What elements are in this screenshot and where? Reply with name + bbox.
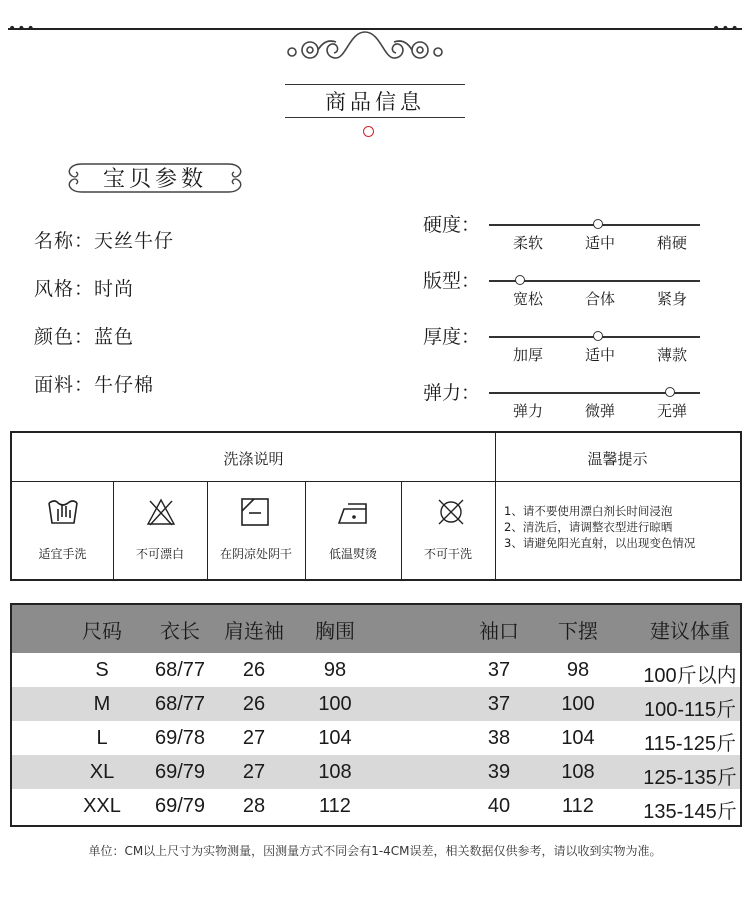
- size-cell: 37: [487, 693, 511, 715]
- size-table-row: [12, 789, 740, 823]
- scale-tick-label: 薄款: [656, 346, 687, 364]
- size-header-cell: 胸围: [315, 621, 355, 643]
- scale-label: 弹力：: [423, 382, 481, 404]
- size-cell: 100: [561, 693, 595, 715]
- size-header-cell: 下摆: [558, 621, 598, 643]
- size-cell: 98: [323, 659, 347, 681]
- size-cell: 69/78: [154, 727, 206, 749]
- size-cell: M: [93, 693, 111, 715]
- scale-label: 版型：: [423, 270, 481, 292]
- scale-indicator: [515, 275, 525, 285]
- size-header-cell: 袖口: [479, 621, 519, 643]
- size-header-cell: 肩连袖: [224, 621, 284, 643]
- low-iron-icon: [336, 499, 372, 527]
- title-circle-icon: [363, 126, 374, 137]
- care-col-divider: [207, 481, 208, 579]
- size-table-row: [12, 653, 740, 687]
- care-table: [10, 431, 742, 581]
- size-cell: 39: [487, 761, 511, 783]
- size-cell: 112: [562, 795, 594, 817]
- size-cell: 112: [319, 795, 351, 817]
- size-cell: 98: [566, 659, 590, 681]
- scale-tick-label: 微弹: [584, 402, 615, 420]
- size-cell: XL: [89, 761, 115, 783]
- scale-tick-label: 弹力: [512, 402, 543, 420]
- care-label: 适宜手洗: [38, 547, 87, 561]
- tip-item: 2、清洗后，请调整衣型进行晾晒: [504, 520, 673, 534]
- size-header-cell: 尺码: [82, 621, 122, 643]
- size-table: [10, 603, 742, 827]
- size-cell: 26: [242, 659, 266, 681]
- scale-tick-label: 加厚: [512, 346, 543, 364]
- size-table-row: [12, 721, 740, 755]
- size-cell: 69/79: [154, 761, 206, 783]
- size-cell: 28: [242, 795, 266, 817]
- size-cell: L: [96, 727, 108, 749]
- scale-tick-label: 柔软: [512, 234, 543, 252]
- size-cell: 108: [561, 761, 595, 783]
- tip-item: 1、请不要使用漂白剂长时间浸泡: [504, 504, 673, 518]
- size-cell: 100-115斤: [644, 699, 736, 721]
- size-cell: 104: [318, 727, 352, 749]
- size-cell: 38: [487, 727, 511, 749]
- care-label: 低温熨烫: [328, 547, 377, 561]
- scale-indicator: [665, 387, 675, 397]
- size-cell: 27: [242, 727, 266, 749]
- size-cell: 37: [487, 659, 511, 681]
- scale-tick-label: 适中: [584, 346, 615, 364]
- scale-tick-label: 无弹: [656, 402, 687, 420]
- attribute-name: 名称：天丝牛仔: [34, 230, 175, 252]
- size-cell: 115-125斤: [644, 733, 736, 755]
- divider-dots-left: •••: [8, 21, 36, 37]
- tips-list: [504, 503, 695, 551]
- care-label: 不可漂白: [135, 547, 184, 561]
- scroll-ornament-icon: [280, 28, 450, 70]
- size-table-row: [12, 687, 740, 721]
- size-cell: 68/77: [154, 659, 206, 681]
- size-cell: XXL: [83, 795, 121, 817]
- size-cell: 104: [561, 727, 595, 749]
- size-cell: 100: [318, 693, 352, 715]
- scale-indicator: [593, 219, 603, 229]
- tips-header: 温馨提示: [587, 450, 648, 468]
- care-label: 在阴凉处阴干: [219, 547, 292, 561]
- size-cell: 100斤以内: [643, 665, 737, 687]
- size-cell: 26: [242, 693, 266, 715]
- size-cell: 27: [242, 761, 266, 783]
- scale-tick-label: 稍硬: [656, 234, 687, 252]
- care-label: 不可干洗: [423, 547, 472, 561]
- scale-indicator: [593, 331, 603, 341]
- hand-wash-icon: [46, 495, 80, 527]
- size-cell: 125-135斤: [643, 767, 737, 789]
- page-title: 商品信息: [325, 90, 425, 114]
- attribute-style: 风格：时尚: [34, 278, 135, 300]
- scale-tick-label: 紧身: [656, 290, 687, 308]
- size-cell: 135-145斤: [643, 801, 737, 823]
- attribute-color: 颜色：蓝色: [34, 326, 135, 348]
- wash-instructions-header: 洗涤说明: [223, 450, 284, 468]
- size-cell: 69/79: [154, 795, 206, 817]
- size-header-cell: 衣长: [160, 621, 200, 643]
- measurement-note: 单位：CM以上尺寸为实物测量，因测量方式不同会有1-4CM误差，相关数据仅供参考，请以收到实物为准。: [88, 844, 662, 858]
- care-col-divider: [113, 481, 114, 579]
- care-col-divider: [305, 481, 306, 579]
- size-cell: 40: [487, 795, 511, 817]
- scale-tick-label: 适中: [584, 234, 615, 252]
- size-cell: 108: [318, 761, 352, 783]
- scale-tick-label: 宽松: [512, 290, 543, 308]
- size-table-row: [12, 755, 740, 789]
- size-cell: 68/77: [154, 693, 206, 715]
- divider-dots-right: •••: [712, 21, 740, 37]
- size-header-cell: 建议体重: [650, 621, 730, 643]
- no-dry-clean-icon: [436, 497, 466, 527]
- care-header-divider: [12, 481, 740, 482]
- scale-label: 硬度：: [423, 214, 481, 236]
- params-section-label: 宝贝参数: [102, 167, 207, 192]
- size-table-header: [12, 605, 740, 653]
- tip-item: 3、请避免阳光直射，以出现变色情况: [504, 536, 696, 550]
- shade-dry-icon: [240, 497, 270, 527]
- size-cell: S: [95, 659, 109, 681]
- attribute-fabric: 面料：牛仔棉: [34, 374, 155, 396]
- no-bleach-icon: [146, 497, 176, 527]
- scale-tick-label: 合体: [584, 290, 615, 308]
- scale-label: 厚度：: [423, 326, 481, 348]
- care-col-divider: [401, 481, 402, 579]
